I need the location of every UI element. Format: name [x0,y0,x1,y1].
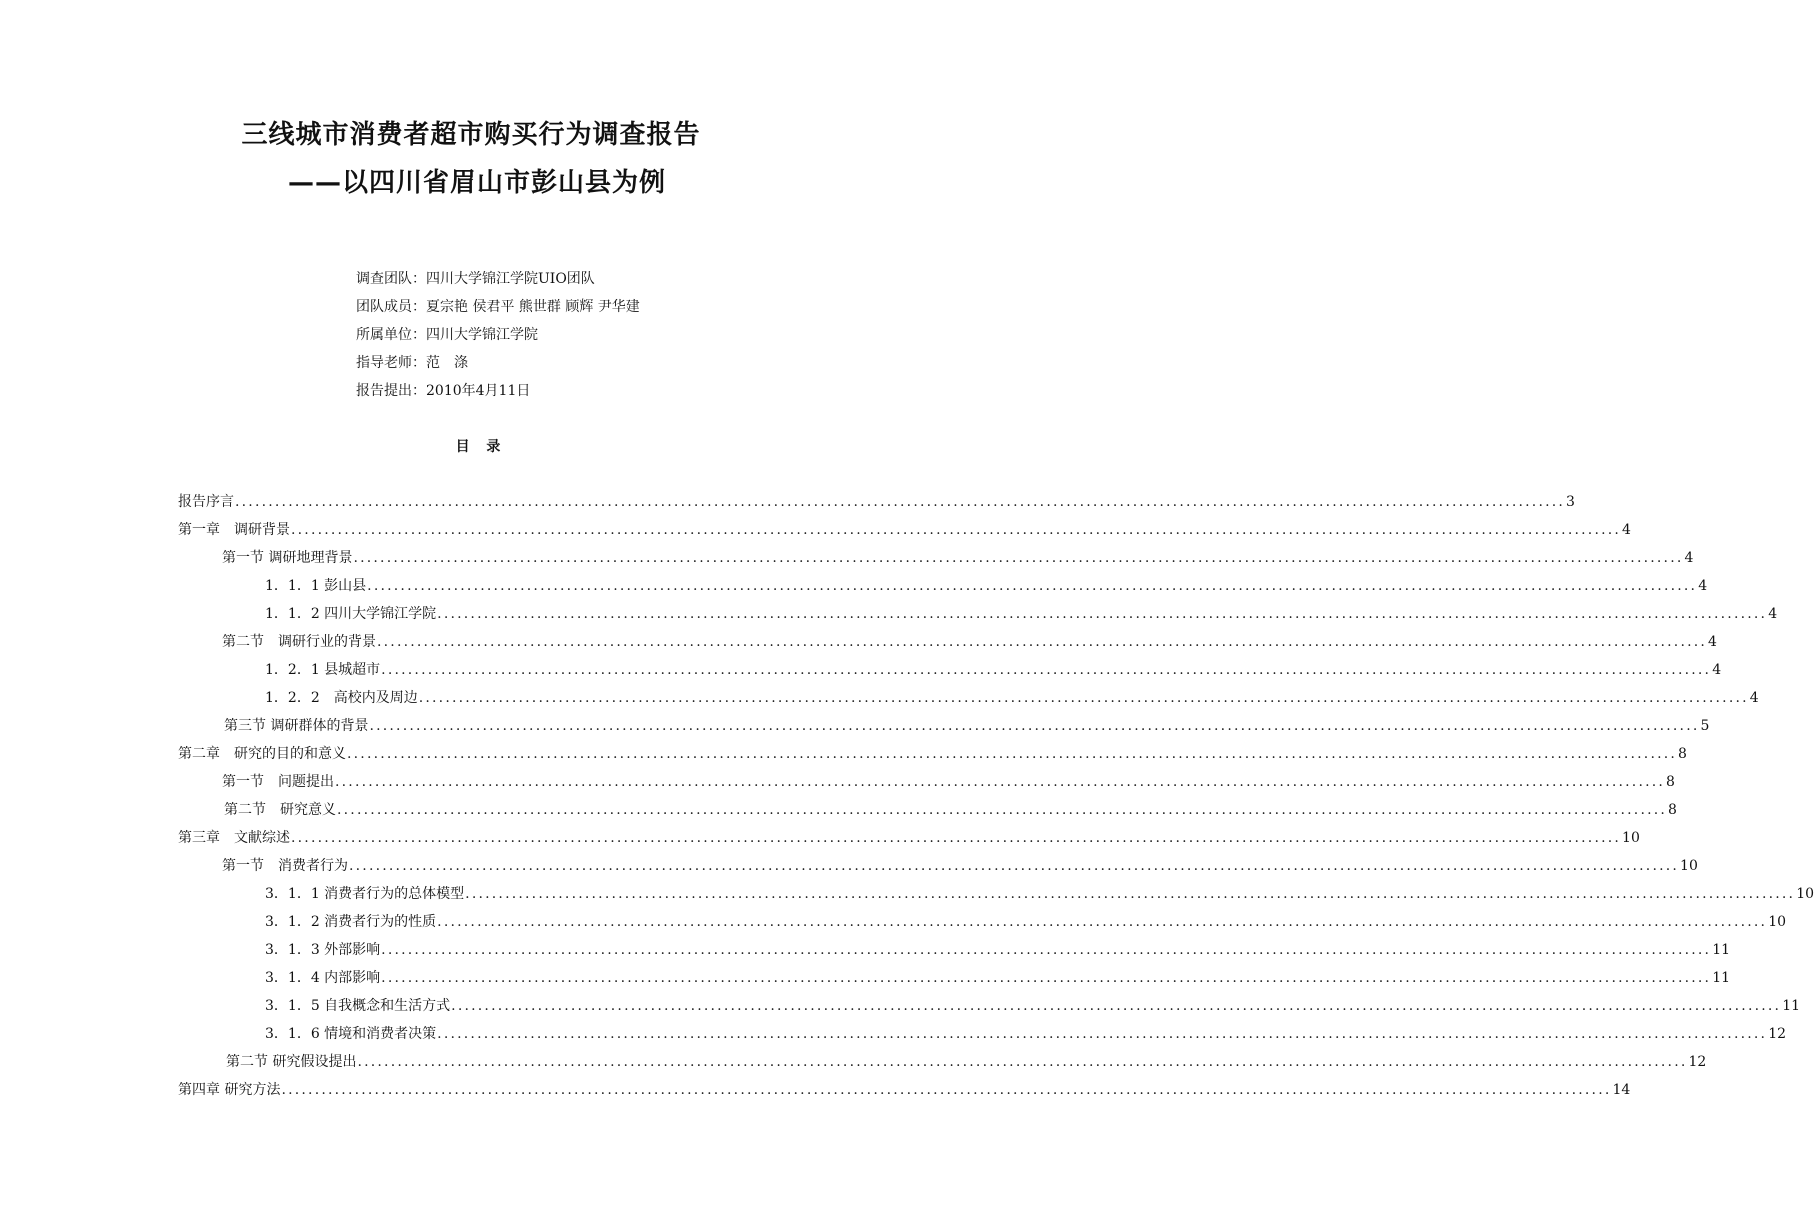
toc-leader: ........................................................................................................................................................................................................ [465,886,1796,902]
toc-entry-page: 4 [1698,578,1708,594]
toc-entry-page: 11 [1782,998,1801,1014]
toc-entry-label: 3．1．2 消费者行为的性质 [265,914,437,930]
toc-leader: ........................................................................................................................................................................................................ [437,914,1768,930]
toc-leader: ........................................................................................................................................................................................................ [437,1026,1768,1042]
toc-leader: ........................................................................................................................................................................................................ [357,1054,1688,1070]
toc-entry-label: 1．1．2 四川大学锦江学院 [265,606,437,622]
toc-entry[interactable] [178,488,1575,516]
toc-entry-page: 4 [1708,634,1717,650]
toc-entry-label: 第二节 研究假设提出 [226,1054,357,1070]
toc-leader: ........................................................................................................................................................................................................ [369,718,1700,734]
toc-leader: ........................................................................................................................................................................................................ [437,606,1768,622]
toc-entry[interactable] [178,1076,1631,1104]
toc-leader: ........................................................................................................................................................................................................ [337,802,1668,818]
toc-entry[interactable] [265,600,1778,628]
toc-entry-page: 14 [1612,1082,1631,1098]
toc-leader: ........................................................................................................................................................................................................ [381,662,1712,678]
toc-entry-page: 11 [1712,942,1731,958]
report-subtitle: ——以四川省眉山市彭山县为例 [287,168,666,198]
toc-entry-page: 10 [1680,858,1698,874]
toc-leader: ........................................................................................................................................................................................................ [291,830,1622,846]
meta-team: 调查团队：四川大学锦江学院UIO团队 [356,271,595,287]
toc-entry[interactable] [222,628,1717,656]
toc-entry-page: 4 [1684,550,1694,566]
toc-entry-label: 第二章 研究的目的和意义 [178,746,346,762]
toc-entry[interactable] [265,572,1708,600]
toc-leader: ........................................................................................................................................................................................................ [418,690,1749,706]
toc-entry[interactable] [265,992,1801,1020]
report-title: 三线城市消费者超市购买行为调查报告 [241,120,701,150]
toc-entry-label: 3．1．3 外部影响 [265,942,381,958]
toc-leader: ........................................................................................................................................................................................................ [381,942,1712,958]
toc-leader: ........................................................................................................................................................................................................ [347,746,1678,762]
toc-entry-label: 1．1．1 彭山县 [265,578,367,594]
toc-entry-label: 1．2．1 县城超市 [265,662,381,678]
toc-leader: ........................................................................................................................................................................................................ [335,774,1666,790]
toc-entry[interactable] [224,712,1710,740]
toc-entry-page: 8 [1678,746,1687,762]
toc-entry-page: 4 [1712,662,1722,678]
toc-entry[interactable] [222,544,1694,572]
toc-leader: ........................................................................................................................................................................................................ [281,1082,1612,1098]
meta-unit: 所属单位：四川大学锦江学院 [356,327,538,343]
meta-members: 团队成员：夏宗艳 侯君平 熊世群 顾辉 尹华建 [356,299,640,315]
toc-leader: ........................................................................................................................................................................................................ [349,858,1680,874]
toc-entry-label: 3．1．5 自我概念和生活方式 [265,998,451,1014]
toc-entry[interactable] [265,880,1814,908]
toc-entry[interactable] [226,1048,1707,1076]
toc-entry-label: 第一章 调研背景 [178,522,290,538]
toc-entry-label: 第一节 调研地理背景 [222,550,353,566]
toc-entry[interactable] [265,936,1731,964]
toc-entry[interactable] [222,852,1698,880]
toc-entry-page: 10 [1768,914,1787,930]
toc-entry-page: 8 [1668,802,1677,818]
toc-entry[interactable] [178,516,1631,544]
toc-entry-label: 第三章 文献综述 [178,830,290,846]
toc-entry-page: 3 [1566,494,1575,510]
toc-entry[interactable] [265,684,1759,712]
toc-entry-label: 3．1．6 情境和消费者决策 [265,1026,437,1042]
toc-leader: ........................................................................................................................................................................................................ [235,494,1566,510]
toc-entry[interactable] [178,824,1640,852]
toc-entry-label: 第四章 研究方法 [178,1082,281,1098]
toc-leader: ........................................................................................................................................................................................................ [353,550,1684,566]
toc-entry-label: 第一节 消费者行为 [222,858,348,874]
toc-entry-page: 12 [1768,1026,1787,1042]
toc-entry-label: 1．2．2 高校内及周边 [265,690,418,706]
report-meta [356,265,640,405]
toc-entry[interactable] [224,796,1677,824]
toc-entry-label: 第二节 研究意义 [224,802,336,818]
toc-entry-page: 12 [1688,1054,1707,1070]
toc-entry[interactable] [178,740,1687,768]
toc-entry-label: 第一节 问题提出 [222,774,334,790]
meta-advisor: 指导老师：范 涤 [356,355,468,371]
toc-leader: ........................................................................................................................................................................................................ [451,998,1782,1014]
toc-entry[interactable] [265,964,1731,992]
toc-entry-page: 5 [1700,718,1710,734]
toc-entry-label: 第二节 调研行业的背景 [222,634,376,650]
toc-entry-label: 3．1．1 消费者行为的总体模型 [265,886,465,902]
toc-entry-page: 4 [1749,690,1759,706]
toc-leader: ........................................................................................................................................................................................................ [381,970,1712,986]
meta-date: 报告提出：2010年4月11日 [356,383,531,399]
toc-entry-page: 10 [1622,830,1640,846]
toc-entry-page: 11 [1712,970,1731,986]
toc-leader: ........................................................................................................................................................................................................ [367,578,1698,594]
toc-entry[interactable] [265,656,1722,684]
toc-entry-page: 8 [1666,774,1675,790]
toc-entry-label: 报告序言 [178,494,234,510]
toc-entry-page: 10 [1796,886,1814,902]
toc-entry[interactable] [265,1020,1787,1048]
toc-entry[interactable] [265,908,1787,936]
toc-entry-page: 4 [1768,606,1778,622]
toc-entry[interactable] [222,768,1675,796]
toc-entry-label: 第三节 调研群体的背景 [224,718,369,734]
toc-leader: ........................................................................................................................................................................................................ [377,634,1708,650]
toc-entry-page: 4 [1622,522,1631,538]
toc-heading: 目 录 [455,439,507,455]
toc-leader: ........................................................................................................................................................................................................ [291,522,1622,538]
toc-entry-label: 3．1．4 内部影响 [265,970,381,986]
